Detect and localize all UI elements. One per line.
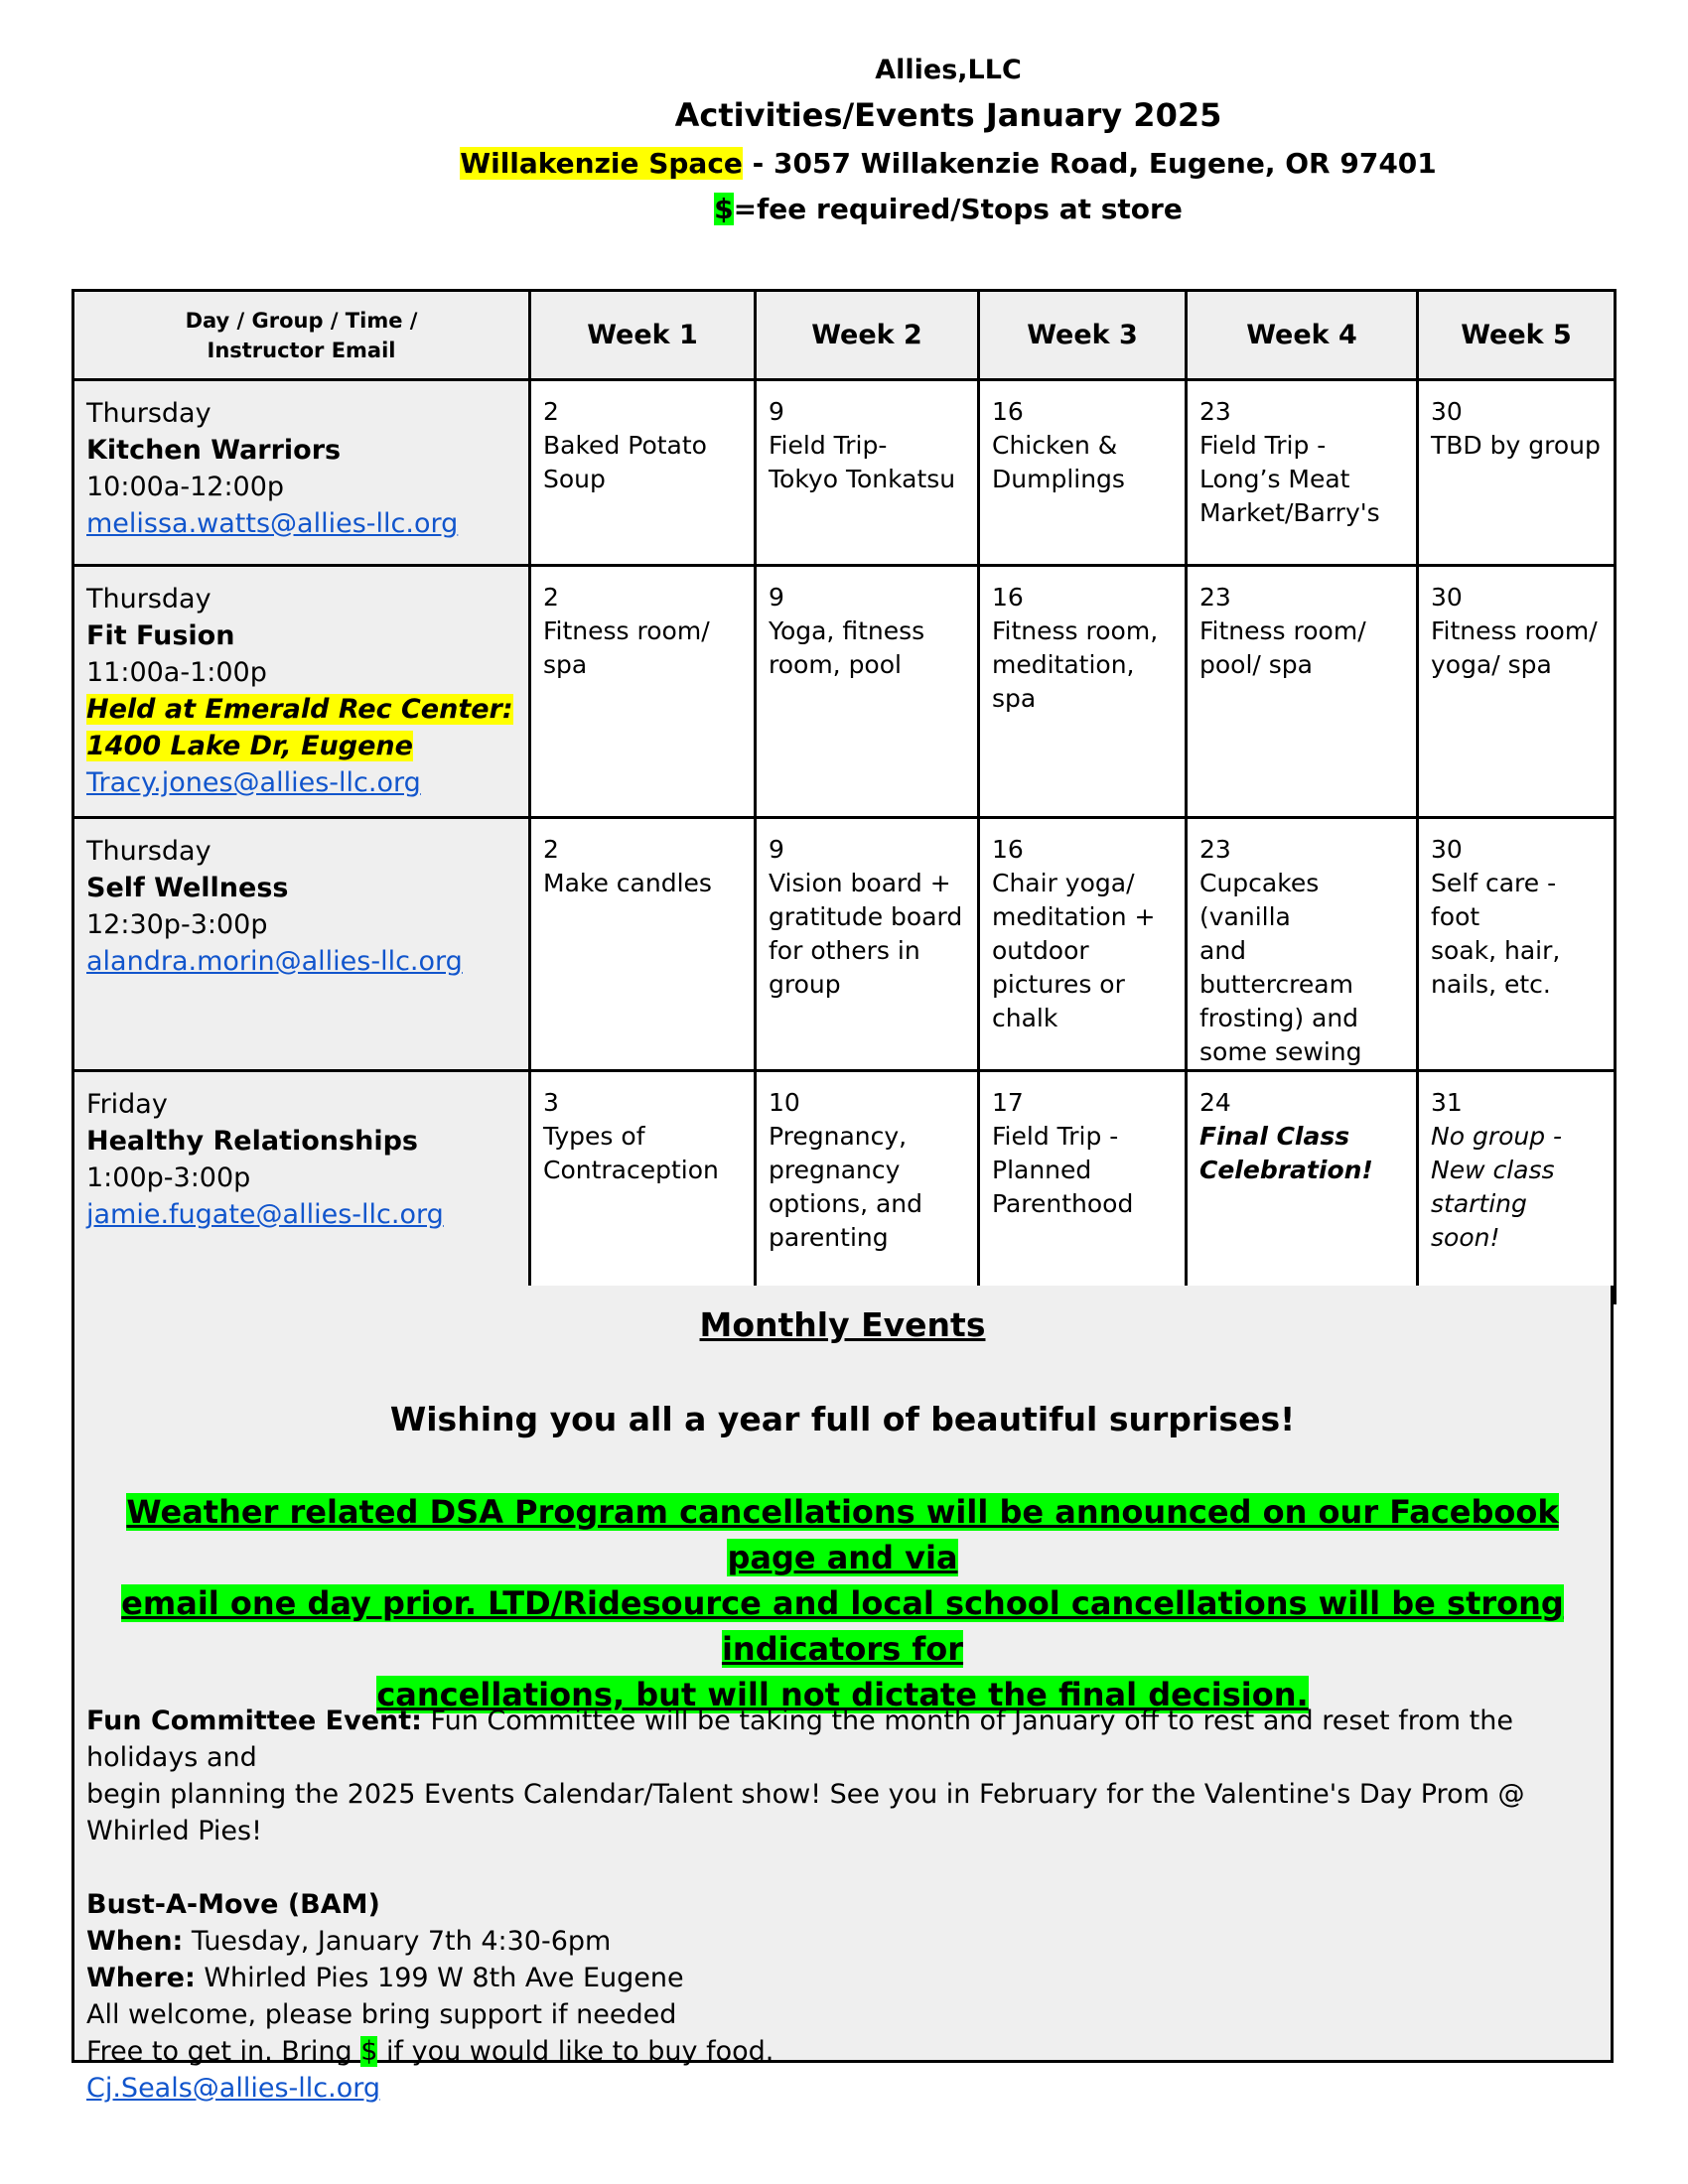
group-day: Thursday <box>86 584 211 614</box>
group-time: 10:00a-12:00p <box>86 472 285 502</box>
bam-fee: Free to get in. Bring $ if you would like to buy food. <box>86 2036 774 2067</box>
week-cell: 2 Baked Potato Soup <box>530 380 756 566</box>
week-cell: 23 Fitness room/ pool/ spa <box>1187 566 1418 818</box>
header-week-2: Week 2 <box>756 291 979 380</box>
group-day: Thursday <box>86 836 211 867</box>
fee-legend <box>209 187 1688 232</box>
group-name: Fit Fusion <box>86 620 235 651</box>
group-info-cell <box>73 1071 530 1303</box>
week-cell: 30 TBD by group <box>1418 380 1616 566</box>
group-info-cell <box>73 380 530 566</box>
week-cell: 2 Make candles <box>530 818 756 1071</box>
week-cell: 17 Field Trip - Planned Parenthood <box>979 1071 1187 1303</box>
group-time: 1:00p-3:00p <box>86 1162 251 1193</box>
group-day: Thursday <box>86 398 211 429</box>
week-cell: 30 Fitness room/ yoga/ spa <box>1418 566 1616 818</box>
fee-symbol: $ <box>714 193 734 225</box>
monthly-events-section <box>71 1286 1614 2104</box>
week-cell: 9 Yoga, fitness room, pool <box>756 566 979 818</box>
group-day: Friday <box>86 1089 168 1120</box>
table-header-row <box>73 291 1616 380</box>
week-cell: 16 Chicken & Dumplings <box>979 380 1187 566</box>
week-cell: 30 Self care - foot soak, hair, nails, etc. <box>1418 818 1616 1071</box>
table-row <box>73 818 1616 1071</box>
week-cell: 2 Fitness room/ spa <box>530 566 756 818</box>
new-year-wish: Wishing you all a year full of beautiful surprises! <box>389 1400 1296 1438</box>
events-details <box>86 1703 1596 2107</box>
group-name: Healthy Relationships <box>86 1126 418 1157</box>
fun-committee-line-2: begin planning the 2025 Events Calendar/Talent show! See you in February for the Valentine's Day Prom @ Whirled Pies! <box>86 1779 1525 1846</box>
week-cell: 9 Vision board + gratitude board for others in group <box>756 818 979 1071</box>
week-cell: 31 No group - New class starting soon! <box>1418 1071 1616 1303</box>
instructor-email-link[interactable]: Tracy.jones@allies-llc.org <box>86 767 421 798</box>
page-header <box>0 52 1688 232</box>
week-cell: 23 Field Trip - Long’s Meat Market/Barry's <box>1187 380 1418 566</box>
header-week-1: Week 1 <box>530 291 756 380</box>
instructor-email-link[interactable]: alandra.morin@allies-llc.org <box>86 946 463 977</box>
table-row <box>73 566 1616 818</box>
group-info-cell <box>73 818 530 1071</box>
location-address: - 3057 Willakenzie Road, Eugene, OR 97401 <box>742 147 1437 180</box>
group-time: 11:00a-1:00p <box>86 657 267 688</box>
monthly-events-title: Monthly Events <box>699 1305 986 1344</box>
week-cell: 9 Field Trip- Tokyo Tonkatsu <box>756 380 979 566</box>
venue-note: Held at Emerald Rec Center: <box>86 694 513 725</box>
week-cell: 24 Final Class Celebration! <box>1187 1071 1418 1303</box>
venue-address-note: 1400 Lake Dr, Eugene <box>86 731 413 761</box>
week-cell: 10 Pregnancy, pregnancy options, and parenting <box>756 1071 979 1303</box>
week-cell: 16 Chair yoga/ meditation + outdoor pictures or chalk <box>979 818 1187 1071</box>
week-cell: 3 Types of Contraception <box>530 1071 756 1303</box>
weather-notice: Weather related DSA Program cancellations will be announced on our Facebook page and via email one day prior. LTD/Ridesource and local school cancellations will be strong indicators for cancellations, but will not dictate the final decision. <box>121 1493 1564 1713</box>
header-day-group: Day / Group / Time / Instructor Email <box>73 291 530 380</box>
header-week-3: Week 3 <box>979 291 1187 380</box>
instructor-email-link[interactable]: melissa.watts@allies-llc.org <box>86 508 459 539</box>
week-cell: 16 Fitness room, meditation, spa <box>979 566 1187 818</box>
org-name: Allies,LLC <box>875 55 1022 85</box>
group-info-cell <box>73 566 530 818</box>
table-row <box>73 1071 1616 1303</box>
group-time: 12:30p-3:00p <box>86 909 268 940</box>
header-week-5: Week 5 <box>1418 291 1616 380</box>
bam-title: Bust-A-Move (BAM) <box>86 1889 380 1920</box>
page-title: Activities/Events January 2025 <box>674 96 1222 134</box>
fun-committee-line: Fun Committee Event: Fun Committee will be taking the month of January off to rest and reset from the holidays and <box>86 1706 1513 1773</box>
location-line <box>209 141 1688 187</box>
bam-welcome: All welcome, please bring support if needed <box>86 1999 677 2030</box>
week-cell: 23 Cupcakes (vanilla and buttercream frosting) and some sewing <box>1187 818 1418 1071</box>
location-name: Willakenzie Space <box>460 147 743 180</box>
bam-contact-email-link[interactable]: Cj.Seals@allies-llc.org <box>86 2073 380 2104</box>
table-row <box>73 380 1616 566</box>
bam-where: Where: Whirled Pies 199 W 8th Ave Eugene <box>86 1963 684 1993</box>
group-name: Self Wellness <box>86 873 289 903</box>
bam-when: When: Tuesday, January 7th 4:30-6pm <box>86 1926 612 1957</box>
instructor-email-link[interactable]: jamie.fugate@allies-llc.org <box>86 1199 444 1230</box>
fee-text: =fee required/Stops at store <box>733 193 1183 225</box>
group-name: Kitchen Warriors <box>86 435 342 466</box>
schedule-table <box>71 289 1617 1304</box>
header-week-4: Week 4 <box>1187 291 1418 380</box>
